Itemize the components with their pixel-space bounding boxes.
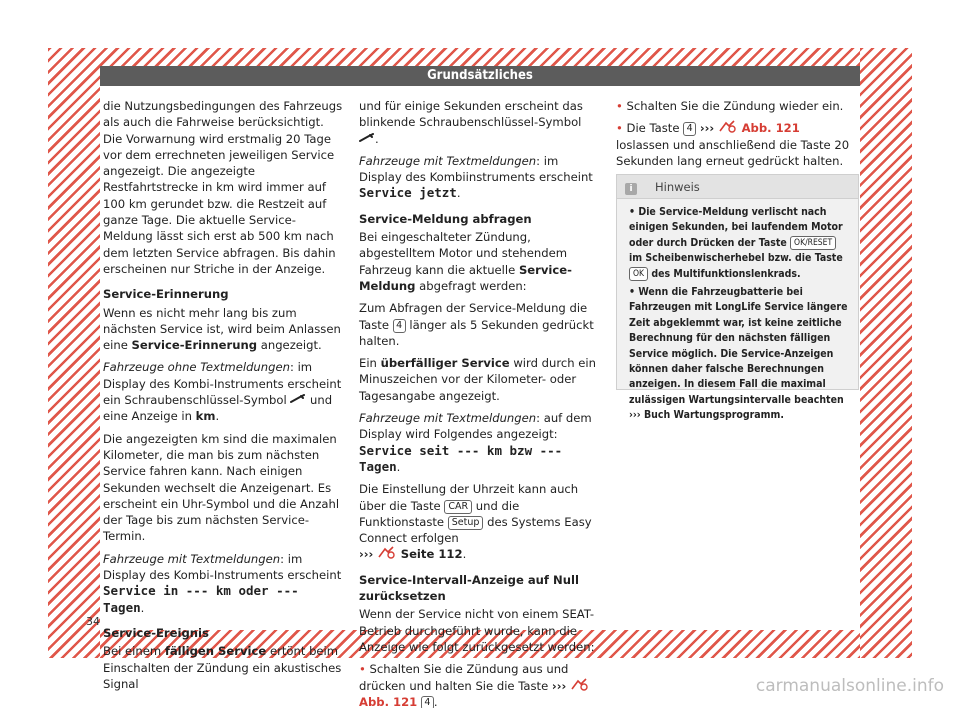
- key-4-badge: 4: [421, 696, 434, 708]
- note-item: • Wenn die Fahrzeugbatterie bei Fahrzeugen mit LongLife Service längere Zeit abgeklemmt war, ist keine zeitliche Berechnung für den nächsten fälligen Service möglich. Die Service-Anzeigen können daher falsche Berechnungen anzeigen. In diesem Fall die maximal zulässigen Wartungsintervalle beachten ››› Buch Wartungsprogramm.: [629, 286, 848, 422]
- hatched-border-top: [48, 48, 912, 66]
- info-icon: i: [625, 183, 637, 195]
- wrench-icon: [290, 394, 306, 404]
- note-item: • Die Service-Meldung verlischt nach einigen Sekunden, bei laufendem Motor oder durch Drücken der Taste OK/RESET im Scheibenwischerhebel bzw. die Taste OK des Multifunktionslenkrads.: [629, 206, 843, 280]
- figure-reference-link[interactable]: Abb. 121: [741, 121, 800, 136]
- key-4-badge: 4: [683, 122, 696, 136]
- display-text: Service seit --- km bzw --- Tagen: [359, 442, 563, 474]
- figure-reference-link[interactable]: Abb. 121: [359, 694, 418, 708]
- paragraph: Fahrzeuge ohne Textmeldungen: im Display des Kombi-Instruments erscheint ein Schraubenschlüssel-Symbol und eine Anzeige in km.: [103, 360, 342, 424]
- book-reference-icon: [377, 546, 397, 559]
- note-box: [616, 174, 859, 422]
- note-title: Hinweis: [655, 180, 700, 194]
- heading-reset-interval: Service-Intervall-Anzeige auf Null zurücksetzen: [359, 572, 579, 604]
- text-column-2: [359, 98, 599, 708]
- paragraph: und für einige Sekunden erscheint das blinkende Schraubenschlüssel-Symbol .: [359, 99, 583, 146]
- hatched-border-left: [48, 48, 100, 658]
- ok-reset-key-badge: OK/RESET: [790, 236, 836, 250]
- display-text: Service jetzt: [359, 185, 457, 201]
- heading-service-reminder: Service-Erinnerung: [103, 287, 229, 302]
- page-reference-link[interactable]: Seite 112: [400, 547, 463, 562]
- section-header: Grundsätzliches: [100, 66, 860, 86]
- figure-reference-icon: [718, 120, 738, 133]
- paragraph: Bei einem fälligen Service ertönt beim Einschalten der Zündung ein akustisches Signal: [103, 644, 342, 691]
- paragraph: Zum Abfragen der Service-Meldung die Taste 4 länger als 5 Sekunden gedrückt halten.: [359, 301, 594, 348]
- wrench-icon: [359, 133, 375, 143]
- paragraph: Wenn der Service nicht von einem SEAT-Betrieb durchgeführt wurde, kann die Anzeige wie folgt zurückgesetzt werden:: [359, 607, 595, 654]
- paragraph: Fahrzeuge mit Textmeldungen: im Display des Kombiinstruments erscheint Service jetzt.: [359, 153, 593, 201]
- heading-service-event: Service-Ereignis: [103, 625, 209, 640]
- paragraph: Fahrzeuge mit Textmeldungen: auf dem Display wird Folgendes angezeigt: Service seit --- km bzw --- Tagen.: [359, 411, 592, 474]
- paragraph: Die Einstellung der Uhrzeit kann auch über die Taste CAR und die Funktionstaste Setup des Systems Easy Connect erfolgen ››› Seite 112.: [359, 482, 592, 562]
- paragraph: Wenn es nicht mehr lang bis zum nächsten Service ist, wird beim Anlassen eine Service-Erinnerung angezeigt.: [103, 305, 341, 353]
- setup-key-badge: Setup: [448, 516, 484, 530]
- paragraph: Bei eingeschalteter Zündung, abgestelltem Motor und stehendem Fahrzeug kann die aktuelle Service-Meldung abgefragt werden:: [359, 230, 572, 293]
- paragraph: die Nutzungsbedingungen des Fahrzeugs als auch die Fahrweise berücksichtigt. Die Vorwarnung wird erstmalig 20 Tage vor dem errechneten jeweiligen Service angezeigt. Die angezeigte Restfahrtstrecke in km wird immer auf 100 km gerundet bzw. die Restzeit auf ganze Tage. Die aktuelle Service-Meldung lässt sich erst ab 500 km nach dem letzten Service abfragen. Bis dahin erscheinen nur Striche in der Anzeige.: [103, 99, 343, 276]
- text-column-3: [616, 98, 856, 175]
- watermark: carmanualsonline.info: [755, 676, 944, 696]
- bullet-item: • Schalten Sie die Zündung wieder ein.: [616, 99, 844, 113]
- key-4-badge: 4: [393, 319, 406, 333]
- figure-reference-icon: [570, 678, 590, 691]
- hatched-border-right: [860, 48, 912, 658]
- paragraph: Ein überfälliger Service wird durch ein Minuszeichen vor der Kilometer- oder Tagesangabe angezeigt.: [359, 356, 596, 403]
- page-number: 34: [86, 615, 100, 628]
- ok-key-badge: OK: [629, 267, 648, 281]
- note-header: [617, 175, 858, 199]
- bullet-item: • Schalten Sie die Zündung aus und drücken und halten Sie die Taste ››› Abb. 121 4 .: [359, 661, 599, 708]
- car-key-badge: CAR: [444, 500, 472, 514]
- paragraph: Fahrzeuge mit Textmeldungen: im Display des Kombi-Instruments erscheint Service in --- km oder --- Tagen.: [103, 551, 342, 615]
- bullet-item: • Die Taste 4 ››› Abb. 121 loslassen und anschließend die Taste 20 Sekunden lang erneut gedrückt halten.: [616, 121, 850, 168]
- text-column-1: [103, 98, 343, 698]
- book-reference-link[interactable]: Buch Wartungsprogramm: [643, 409, 781, 422]
- note-body: [617, 199, 858, 424]
- paragraph: Die angezeigten km sind die maximalen Kilometer, die man bis zum nächsten Service fahren kann. Nach einigen Sekunden wechselt die Anzeigenart. Es erscheint ein Uhr-Symbol und die Anzahl der Tage bis zum nächsten Service-Termin.: [103, 431, 340, 544]
- display-text: Service in --- km oder --- Tagen: [103, 583, 299, 615]
- heading-query-service: Service-Meldung abfragen: [359, 211, 532, 226]
